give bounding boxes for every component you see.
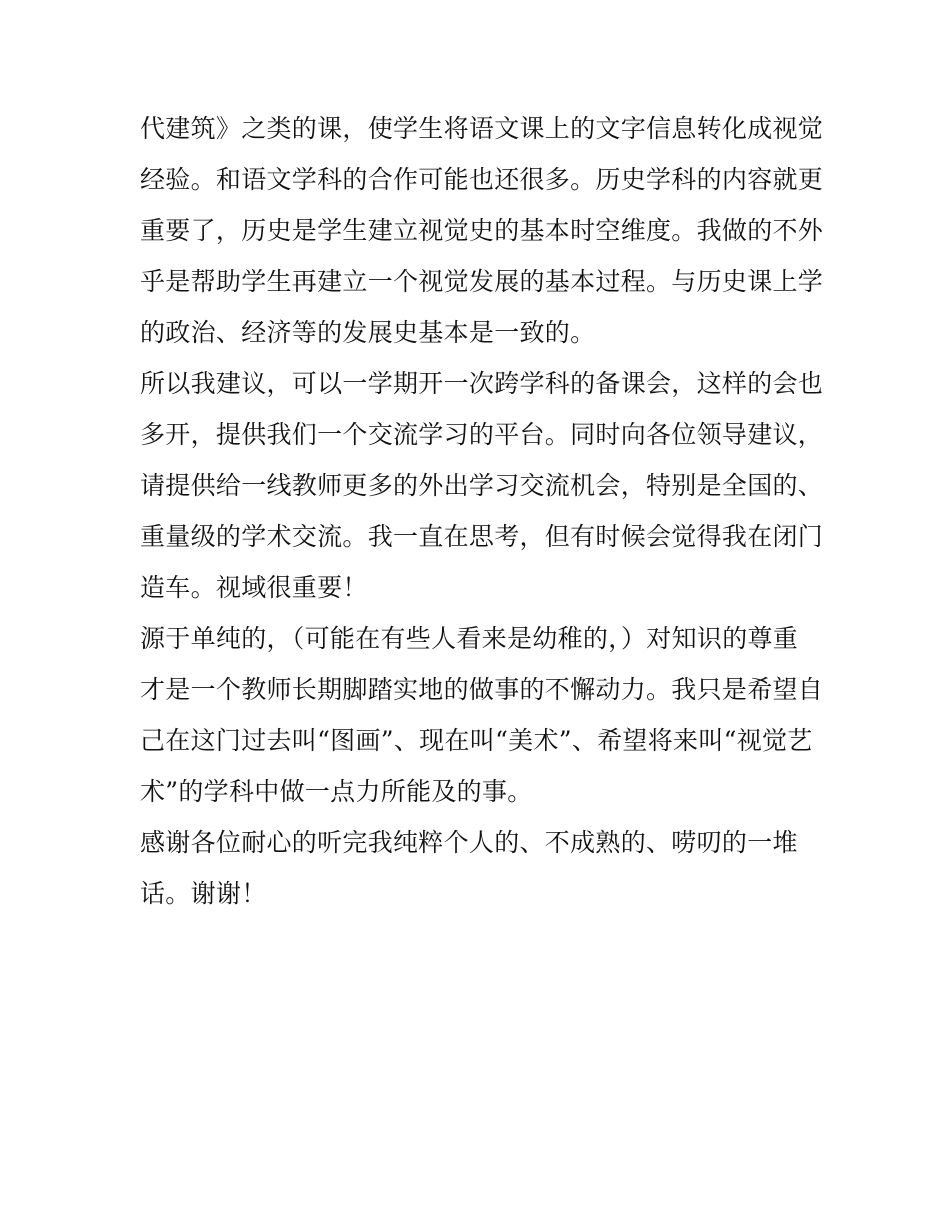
text-line: 术”的学科中做一点力所能及的事。 — [140, 777, 533, 806]
text-line: 己在这门过去叫“图画”、现在叫“美术”、希望将来叫“视觉艺 — [140, 726, 813, 755]
document-body — [140, 103, 824, 919]
text-line: 所以我建议，可以一学期开一次跨学科的备课会，这样的会也 — [140, 369, 824, 398]
text-line: 重要了，历史是学生建立视觉史的基本时空维度。我做的不外 — [140, 216, 824, 245]
text-line: 感谢各位耐心的听完我纯粹个人的、不成熟的、唠叨的一堆 — [140, 828, 798, 857]
text-line: 请提供给一线教师更多的外出学习交流机会，特别是全国的、 — [140, 471, 824, 500]
text-line: 经验。和语文学科的合作可能也还很多。历史学科的内容就更 — [140, 165, 824, 194]
text-line: 乎是帮助学生再建立一个视觉发展的基本过程。与历史课上学 — [140, 267, 824, 296]
text-line: 话。谢谢！ — [140, 879, 267, 908]
text-line: 代建筑》之类的课，使学生将语文课上的文字信息转化成视觉 — [140, 114, 824, 143]
text-line: 重量级的学术交流。我一直在思考，但有时候会觉得我在闭门 — [140, 522, 824, 551]
text-line: 造车。视域很重要！ — [140, 573, 368, 602]
text-line: 源于单纯的，（可能在有些人看来是幼稚的，）对知识的尊重 — [140, 624, 799, 653]
text-line: 的政治、经济等的发展史基本是一致的。 — [140, 318, 596, 347]
text-line: 多开，提供我们一个交流学习的平台。同时向各位领导建议， — [140, 420, 824, 449]
text-line: 才是一个教师长期脚踏实地的做事的不懈动力。我只是希望自 — [140, 675, 824, 704]
